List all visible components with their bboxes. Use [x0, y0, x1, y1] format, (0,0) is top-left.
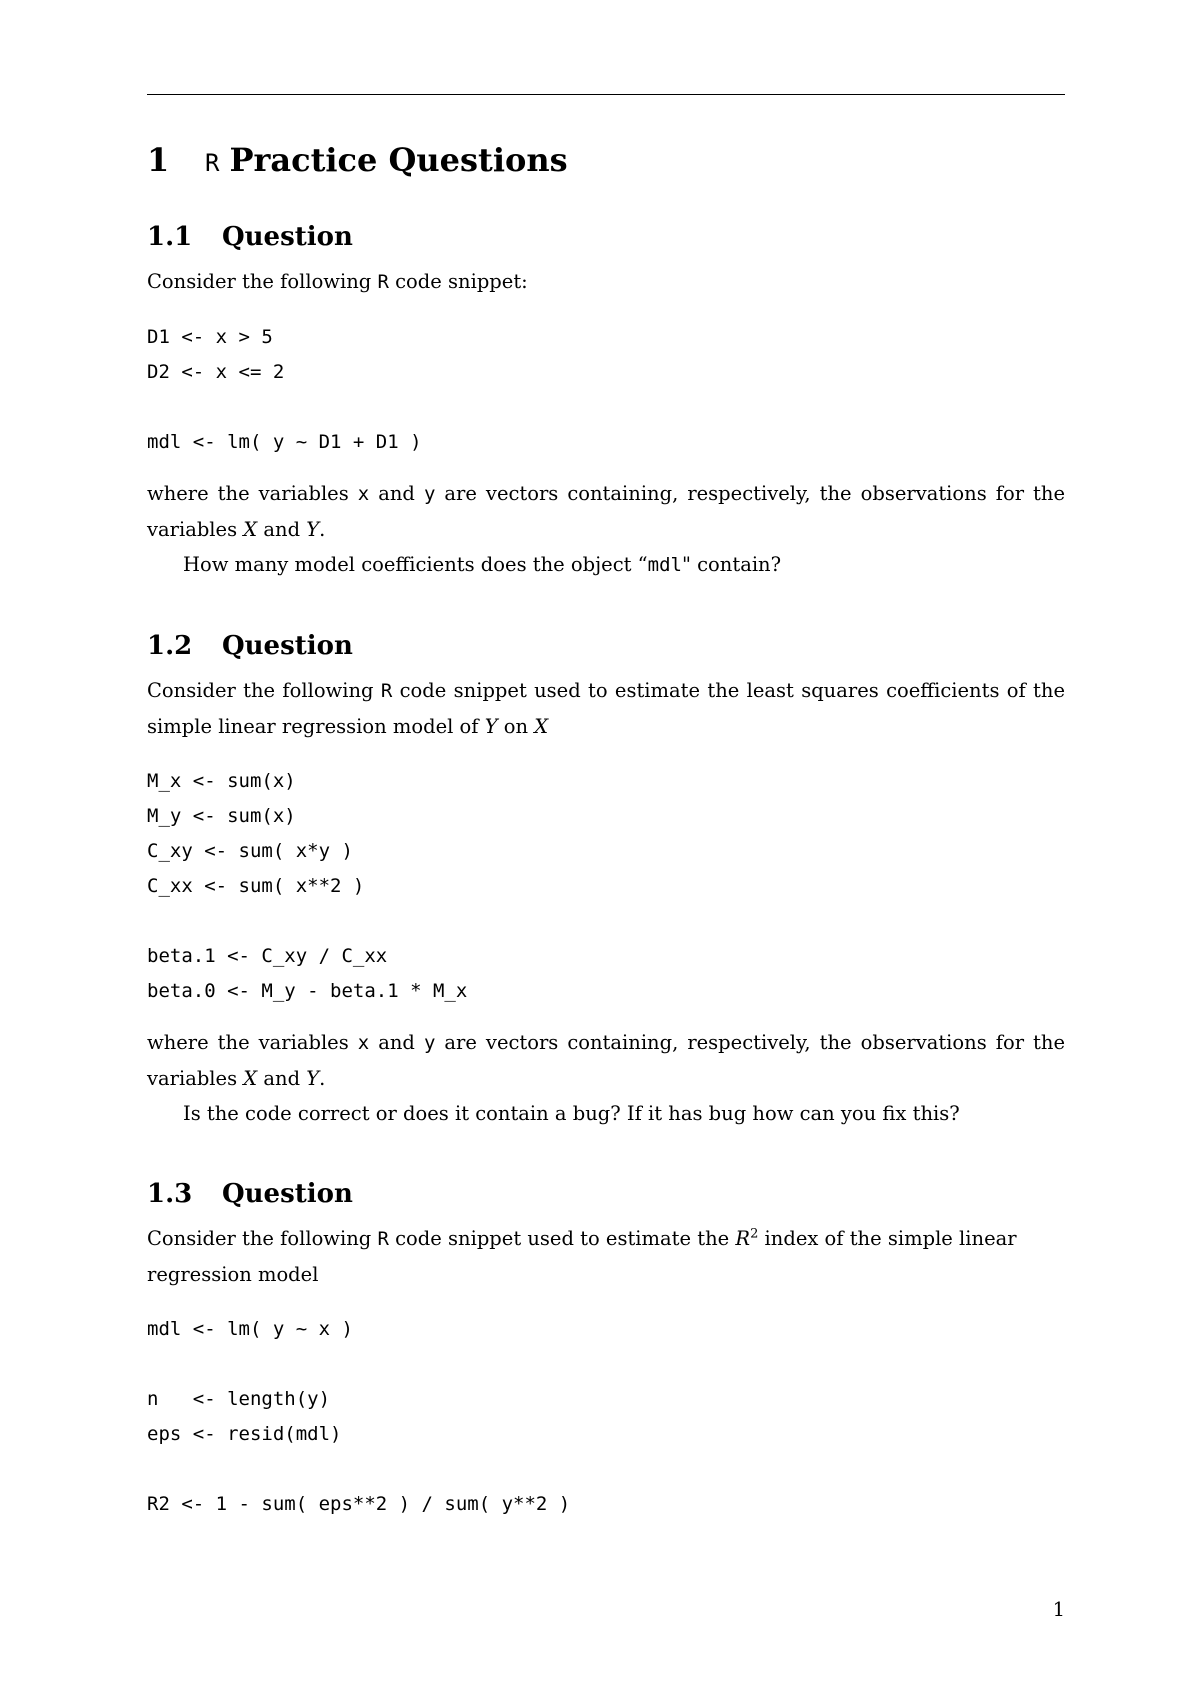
q2-code-line-1: M_x <- sum(x): [147, 770, 296, 792]
q2-ask: Is the code correct or does it contain a bug? If it has bug how can you fix this?: [183, 1102, 960, 1125]
q2-and1: and: [369, 1031, 424, 1054]
q2-var-y: y: [423, 1032, 436, 1054]
q2-number: 1.2: [147, 631, 193, 661]
q2-math-x2: X: [243, 1067, 258, 1090]
q1-ask: [147, 547, 1065, 583]
section-title: Practice Questions: [229, 141, 568, 179]
q3-title: Question: [222, 1179, 353, 1209]
q2-intro-a: Consider the following: [147, 679, 381, 702]
q2-code-line-6: beta.0 <- M_y - beta.1 * M_x: [147, 980, 468, 1002]
q2-intro-r: R: [380, 680, 393, 702]
q2-code-line-3: C_xy <- sum( x*y ): [147, 840, 353, 862]
q1-ask-a: How many model coefficients does the object “: [183, 553, 648, 576]
q3-code-line-4: R2 <- 1 - sum( eps**2 ) / sum( y**2 ): [147, 1493, 571, 1515]
page-number: 1: [1052, 1598, 1065, 1621]
q3-r2-sup: 2: [750, 1226, 759, 1242]
q1-var-x: x: [357, 483, 370, 505]
q1-where-a: where the variables: [147, 482, 358, 505]
q2-dot: .: [319, 1067, 326, 1090]
q2-intro: [147, 673, 1065, 744]
q1-code-line-3: mdl <- lm( y ~ D1 + D1 ): [147, 431, 422, 453]
q1-title: Question: [222, 222, 353, 252]
q1-and1: and: [369, 482, 424, 505]
q1-code: [147, 320, 1065, 460]
q2-code: [147, 764, 1065, 1009]
q3-intro-b: code snippet used to estimate the: [388, 1227, 736, 1250]
q2-var-x: x: [357, 1032, 370, 1054]
q1-ask-code: mdl: [647, 554, 682, 576]
q1-heading: [147, 210, 1065, 264]
q1-dot: .: [319, 518, 326, 541]
q1-intro-text-a: Consider the following: [147, 270, 378, 293]
q3-code-line-3: eps <- resid(mdl): [147, 1423, 342, 1445]
q2-math-y2: Y: [306, 1067, 320, 1090]
q3-intro-c: index of the simple linear regression model: [147, 1227, 1017, 1286]
r-logo: R: [205, 149, 220, 177]
q2-and2: and: [257, 1067, 307, 1090]
header-rule: [147, 94, 1065, 95]
q1-where: [147, 476, 1065, 547]
q2-math-x: X: [534, 715, 549, 738]
q1-code-line-1: D1 <- x > 5: [147, 326, 273, 348]
section-heading: [147, 124, 1065, 196]
q2-math-y: Y: [484, 715, 498, 738]
q1-math-x: X: [243, 518, 258, 541]
q1-ask-b: " contain?: [681, 553, 782, 576]
q3-intro-a: Consider the following: [147, 1227, 378, 1250]
q2-where-b: are vectors containing, respectively, the observations for the variables: [147, 1031, 1065, 1090]
q3-intro-r: R: [377, 1228, 389, 1250]
q3-code-line-1: mdl <- lm( y ~ x ): [147, 1318, 353, 1340]
q3-number: 1.3: [147, 1179, 193, 1209]
q2-where: [147, 1025, 1065, 1096]
q1-intro: [147, 264, 1065, 300]
q1-and2: and: [257, 518, 307, 541]
q3-code: [147, 1312, 1065, 1522]
page-content: [147, 124, 1065, 1522]
q2-where-a: where the variables: [147, 1031, 358, 1054]
q3-code-line-2: n <- length(y): [147, 1388, 331, 1410]
q2-on: on: [497, 715, 535, 738]
q3-intro: [147, 1221, 1065, 1292]
q2-code-line-5: beta.1 <- C_xy / C_xx: [147, 945, 388, 967]
q1-code-line-2: D2 <- x <= 2: [147, 361, 285, 383]
q2-code-line-2: M_y <- sum(x): [147, 805, 296, 827]
q1-math-y: Y: [306, 518, 320, 541]
q2-intro-b: code snippet used to estimate the least squares coefficients of the simple linear regression model of: [147, 679, 1065, 738]
q1-intro-r: R: [377, 271, 389, 293]
q1-var-y: y: [423, 483, 436, 505]
q1-where-b: are vectors containing, respectively, the observations for the variables: [147, 482, 1065, 541]
q3-r2-base: R: [735, 1227, 751, 1250]
q3-heading: [147, 1167, 1065, 1221]
q2-code-line-4: C_xx <- sum( x**2 ): [147, 875, 365, 897]
q1-number: 1.1: [147, 222, 193, 252]
q2-title: Question: [222, 631, 353, 661]
q1-intro-text-b: code snippet:: [388, 270, 528, 293]
q2-heading: [147, 619, 1065, 673]
section-number: 1: [147, 141, 170, 179]
